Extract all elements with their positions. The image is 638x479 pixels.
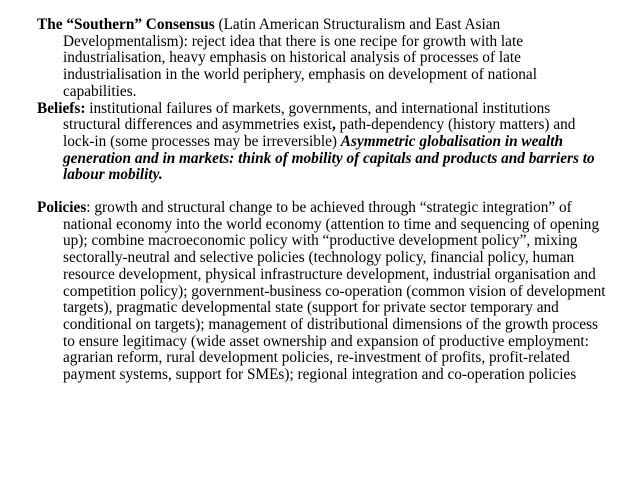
beliefs-comma: , xyxy=(332,116,336,134)
policies-paragraph xyxy=(37,200,607,384)
southern-consensus-text: (Latin American Structuralism and East Asian Developmentalism): reject idea that there is one recipe for growth with late industrialisation, heavy emphasis on historical analysis of processes of late industrialisation in the world periphery, emphasis on development of national capabilities. xyxy=(63,16,537,100)
beliefs-heading: Beliefs: xyxy=(37,99,86,117)
slide-content xyxy=(37,17,607,384)
beliefs-emphasis: Asymmetric globalisation in wealth generation and in markets: think of mobility of capitals and products and barriers to labour mobility. xyxy=(63,132,595,184)
policies-heading: Policies xyxy=(37,199,87,217)
southern-consensus-paragraph xyxy=(37,17,607,101)
policies-text: : growth and structural change to be achieved through “strategic integration” of national economy into the world economy (attention to time and sequencing of opening up); combine macroeconomic policy with “productive development policy”, mixing sectorally-neutral and selective policies (technology policy, financial policy, human resource development, physical infrastructure development, industrial organisation and competition policy); government-business co-operation (common vision of development targets), pragmatic developmental state (support for private sector temporary and conditional on targets); management of distributional dimensions of the growth process to ensure legitimacy (wide asset ownership and expansion of productive employment: agrarian reform, rural development policies, re-investment of profits, profit-related payment systems, support for SMEs); regional integration and co-operation policies xyxy=(63,199,606,384)
southern-consensus-heading: The “Southern” Consensus xyxy=(37,16,215,33)
beliefs-paragraph xyxy=(37,101,607,185)
beliefs-text-part2: path-dependency (history matters) and lock-in (some processes may be irreversible) xyxy=(63,116,576,150)
beliefs-text-part1: institutional failures of markets, governments, and international institutions structural differences and asymmetries exist xyxy=(63,99,551,134)
